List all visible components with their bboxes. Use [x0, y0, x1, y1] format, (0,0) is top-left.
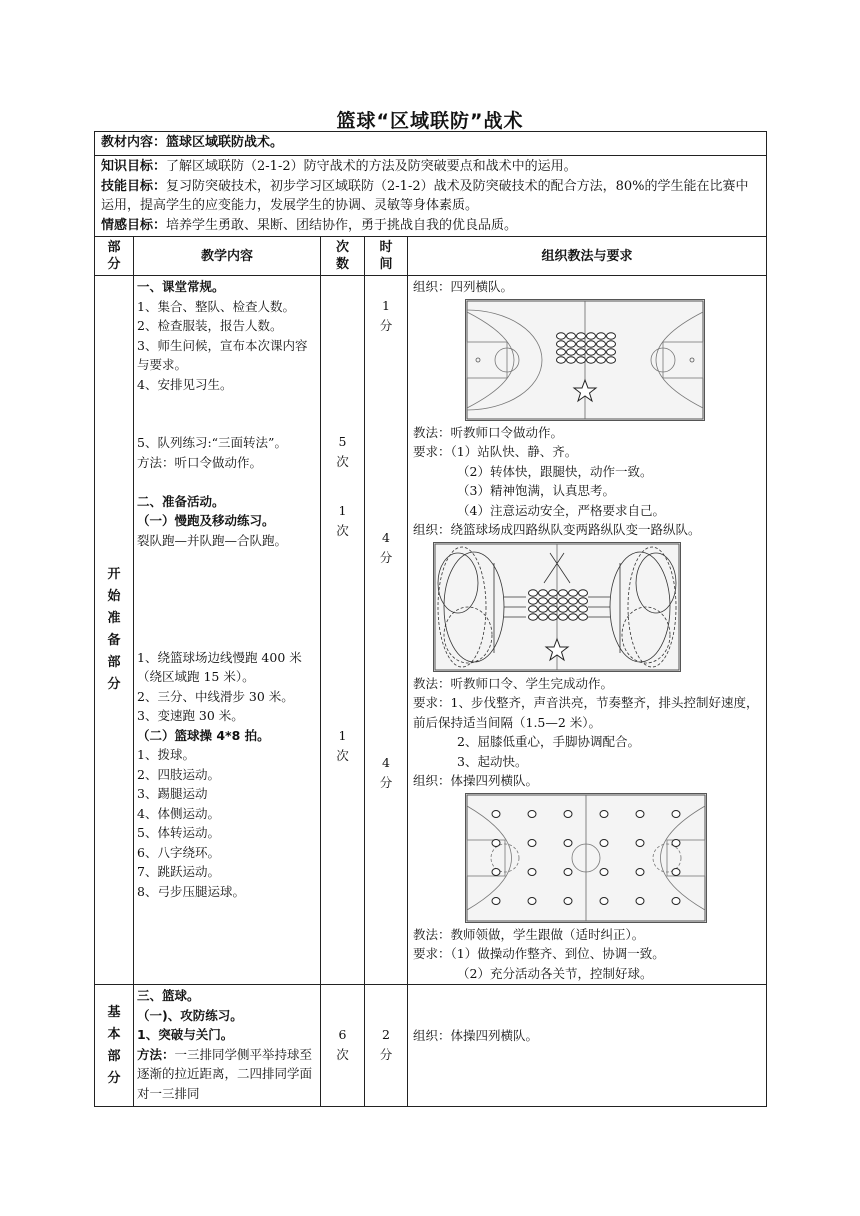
- content-line: 1、绕篮球场边线慢跑 400 米（绕区域跑 15 米）。: [137, 649, 302, 684]
- knowledge-objective: [101, 157, 760, 177]
- content-heading: 三、篮球。: [137, 988, 200, 1003]
- content-heading: （二）篮球操 4*8 拍。: [137, 727, 270, 743]
- court-diagram-formation: [465, 299, 705, 421]
- student-circle-icon: [587, 348, 596, 354]
- duration-value: 4 分: [379, 755, 393, 790]
- method-line: 组织：体操四列横队。: [413, 1028, 539, 1043]
- section-warmup-content: [134, 276, 321, 985]
- student-circle-icon: [559, 613, 568, 619]
- skill-objective: [101, 177, 760, 216]
- content-line: 4、安排见习生。: [137, 376, 233, 392]
- method-line: 3、起动快。: [457, 753, 528, 769]
- student-circle-icon: [577, 348, 586, 354]
- method-line: 要求：（1）做操动作整齐、到位、协调一致。: [413, 946, 665, 961]
- section-basic-part: 基 本 部 分: [95, 985, 134, 1107]
- method-label: 方法：: [137, 1046, 175, 1062]
- emotion-text: 培养学生勇敢、果断、团结协作，勇于挑战自我的优良品质。: [166, 217, 518, 233]
- page-title: 篮球“区域联防”战术: [336, 110, 524, 132]
- method-line: 2、屈膝低重心，手脚协调配合。: [457, 734, 640, 749]
- section-warmup-part: 开 始 准 备 部 分: [95, 276, 134, 985]
- method-line: 要求：1、步伐整齐，声音洪亮，节奏整齐，排头控制好速度，前后保持适当间隔（1.5—2 米）。: [413, 695, 759, 730]
- student-circle-icon: [636, 868, 644, 875]
- student-circle-icon: [528, 810, 536, 817]
- student-circle-icon: [492, 897, 500, 904]
- student-circle-icon: [587, 356, 596, 362]
- student-circle-icon: [529, 597, 538, 603]
- student-circle-icon: [557, 356, 566, 362]
- content-heading: 1、突破与关门。: [137, 1027, 234, 1042]
- student-circle-icon: [559, 597, 568, 603]
- student-circle-icon: [577, 356, 586, 362]
- student-circle-icon: [559, 605, 568, 611]
- header-duration: 时 间: [365, 237, 408, 276]
- court-diagram-exercise: [465, 793, 707, 923]
- section-warmup-times: [321, 276, 365, 985]
- student-circle-icon: [600, 897, 608, 904]
- student-circle-icon: [492, 810, 500, 817]
- student-circle-icon: [559, 589, 568, 595]
- content-heading: 一、课堂常规。: [137, 279, 225, 294]
- student-circle-icon: [567, 332, 576, 338]
- method-line: 组织：四列横队。: [413, 279, 514, 294]
- student-circle-icon: [579, 605, 588, 611]
- duration-value: 4 分: [379, 530, 393, 565]
- material-row: [95, 132, 767, 156]
- student-circle-icon: [529, 605, 538, 611]
- student-circle-icon: [577, 332, 586, 338]
- student-circle-icon: [579, 613, 588, 619]
- times-value: 1 次: [336, 503, 349, 538]
- method-line: 组织：体操四列横队。: [413, 773, 539, 788]
- student-circle-icon: [539, 589, 548, 595]
- student-circle-icon: [672, 839, 680, 846]
- duration-value: 1 分: [379, 298, 393, 333]
- content-line: 1、拨球。: [137, 747, 195, 762]
- student-circle-icon: [492, 868, 500, 875]
- section-warmup-row: [95, 276, 767, 985]
- duration-value: 2 分: [379, 1027, 393, 1062]
- student-circle-icon: [539, 613, 548, 619]
- method-line: （4）注意运动安全，严格要求自己。: [457, 502, 665, 518]
- lesson-plan-table: [94, 131, 767, 1107]
- header-method: 组织教法与要求: [408, 237, 767, 276]
- student-circle-icon: [672, 897, 680, 904]
- emotion-objective: [101, 216, 760, 236]
- header-row: [95, 237, 767, 276]
- student-circle-icon: [597, 348, 606, 354]
- method-line: 教法：听教师口令、学生完成动作。: [413, 675, 614, 691]
- section-warmup-duration: [365, 276, 408, 985]
- method-line: （2）充分活动各关节，控制好球。: [457, 965, 653, 981]
- student-circle-icon: [549, 589, 558, 595]
- method-line: 教法：教师领做，学生跟做（适时纠正）。: [413, 926, 645, 942]
- student-circle-icon: [579, 597, 588, 603]
- student-circle-icon: [600, 868, 608, 875]
- student-circle-icon: [567, 356, 576, 362]
- method-line: 组织：绕篮球场成四路纵队变两路纵队变一路纵队。: [413, 522, 701, 537]
- student-circle-icon: [539, 597, 548, 603]
- court-diagram-running: [433, 542, 681, 672]
- skill-text: 复习防突破技术，初步学习区域联防（2-1-2）战术及防突破技术的配合方法，80%的学生能在比赛中运用，提高学生的应变能力，发展学生的协调、灵敏等身体素质。: [101, 178, 749, 213]
- student-circle-icon: [569, 613, 578, 619]
- header-times: 次 数: [321, 237, 365, 276]
- content-line: 方法：听口令做动作。: [137, 454, 263, 470]
- section-warmup-method: [408, 276, 767, 985]
- method-line: （3）精神饱满，认真思考。: [457, 483, 615, 498]
- section-basic-content: [134, 985, 321, 1107]
- student-circle-icon: [528, 868, 536, 875]
- header-content: 教学内容: [134, 237, 321, 276]
- student-circle-icon: [587, 332, 596, 338]
- student-circle-icon: [600, 839, 608, 846]
- knowledge-label: 知识目标：: [101, 159, 167, 174]
- content-line: [137, 1045, 317, 1104]
- method-text: 一三排同学侧平举持球至逐渐的拉近距离，二四排同学面对一三排同: [137, 1046, 313, 1101]
- student-circle-icon: [557, 332, 566, 338]
- header-part: 部 分: [95, 237, 134, 276]
- student-circle-icon: [567, 340, 576, 346]
- student-circle-icon: [564, 897, 572, 904]
- content-line: 3、变速跑 30 米。: [137, 708, 244, 723]
- student-circle-icon: [569, 589, 578, 595]
- student-circle-icon: [567, 348, 576, 354]
- student-circle-icon: [569, 597, 578, 603]
- student-circle-icon: [557, 348, 566, 354]
- content-heading: （一）慢跑及移动练习。: [137, 513, 275, 528]
- student-circle-icon: [636, 839, 644, 846]
- student-circle-icon: [528, 839, 536, 846]
- student-circle-icon: [607, 356, 616, 362]
- content-line: 3、踢腿运动: [137, 786, 208, 801]
- content-line: 2、三分、中线滑步 30 米。: [137, 688, 294, 704]
- content-line: 5、体转运动。: [137, 825, 220, 840]
- section-basic-row: [95, 985, 767, 1107]
- content-line: 裂队跑—并队跑—合队跑。: [137, 532, 288, 548]
- student-circle-icon: [549, 605, 558, 611]
- knowledge-text: 了解区域联防（2-1-2）防守战术的方法及防突破要点和战术中的运用。: [166, 159, 577, 174]
- student-circle-icon: [587, 340, 596, 346]
- student-circle-icon: [579, 589, 588, 595]
- student-circle-icon: [597, 340, 606, 346]
- section-basic-duration: [365, 985, 408, 1107]
- student-circle-icon: [672, 868, 680, 875]
- student-circle-icon: [672, 810, 680, 817]
- student-circle-icon: [529, 613, 538, 619]
- content-line: 1、集合、整队、检查人数。: [137, 298, 295, 314]
- objectives-row: [95, 156, 767, 237]
- content-line: 4、体侧运动。: [137, 805, 220, 821]
- section-basic-times: [321, 985, 365, 1107]
- content-line: 6、八字绕环。: [137, 844, 220, 860]
- student-circle-icon: [577, 340, 586, 346]
- student-circle-icon: [557, 340, 566, 346]
- student-circle-icon: [607, 348, 616, 354]
- content-line: 7、跳跃运动。: [137, 864, 220, 879]
- student-circle-icon: [636, 810, 644, 817]
- student-circle-icon: [528, 897, 536, 904]
- skill-label: 技能目标：: [101, 178, 167, 194]
- content-line: 2、检查服装，报告人数。: [137, 318, 283, 333]
- student-circle-icon: [569, 605, 578, 611]
- student-circle-icon: [539, 605, 548, 611]
- times-value: 5 次: [336, 434, 349, 469]
- student-circle-icon: [564, 868, 572, 875]
- student-circle-icon: [529, 589, 538, 595]
- student-circle-icon: [600, 810, 608, 817]
- emotion-label: 情感目标：: [101, 217, 167, 233]
- student-circle-icon: [597, 356, 606, 362]
- student-circle-icon: [564, 810, 572, 817]
- section-basic-method: [408, 985, 767, 1107]
- material-label: 教材内容：篮球区域联防战术。: [101, 135, 284, 150]
- student-circle-icon: [607, 332, 616, 338]
- content-line: 2、四肢运动。: [137, 766, 220, 782]
- student-circle-icon: [597, 332, 606, 338]
- student-circle-icon: [607, 340, 616, 346]
- times-value: 6 次: [336, 1027, 349, 1062]
- content-heading: （一)、攻防练习。: [137, 1007, 243, 1023]
- student-circle-icon: [492, 839, 500, 846]
- content-heading: 二、准备活动。: [137, 493, 225, 509]
- method-line: （2）转体快，跟腿快，动作一致。: [457, 463, 653, 479]
- student-circle-icon: [564, 839, 572, 846]
- student-circle-icon: [549, 597, 558, 603]
- content-line: 3、师生问候，宣布本次课内容与要求。: [137, 337, 308, 372]
- student-circle-icon: [549, 613, 558, 619]
- times-value: 1 次: [336, 728, 349, 763]
- method-line: 要求：（1）站队快、静、齐。: [413, 444, 578, 459]
- student-circle-icon: [636, 897, 644, 904]
- content-line: 8、弓步压腿运球。: [137, 883, 245, 899]
- method-line: 教法：听教师口令做动作。: [413, 424, 564, 440]
- content-line: 5、队列练习:“三面转法”。: [137, 435, 287, 450]
